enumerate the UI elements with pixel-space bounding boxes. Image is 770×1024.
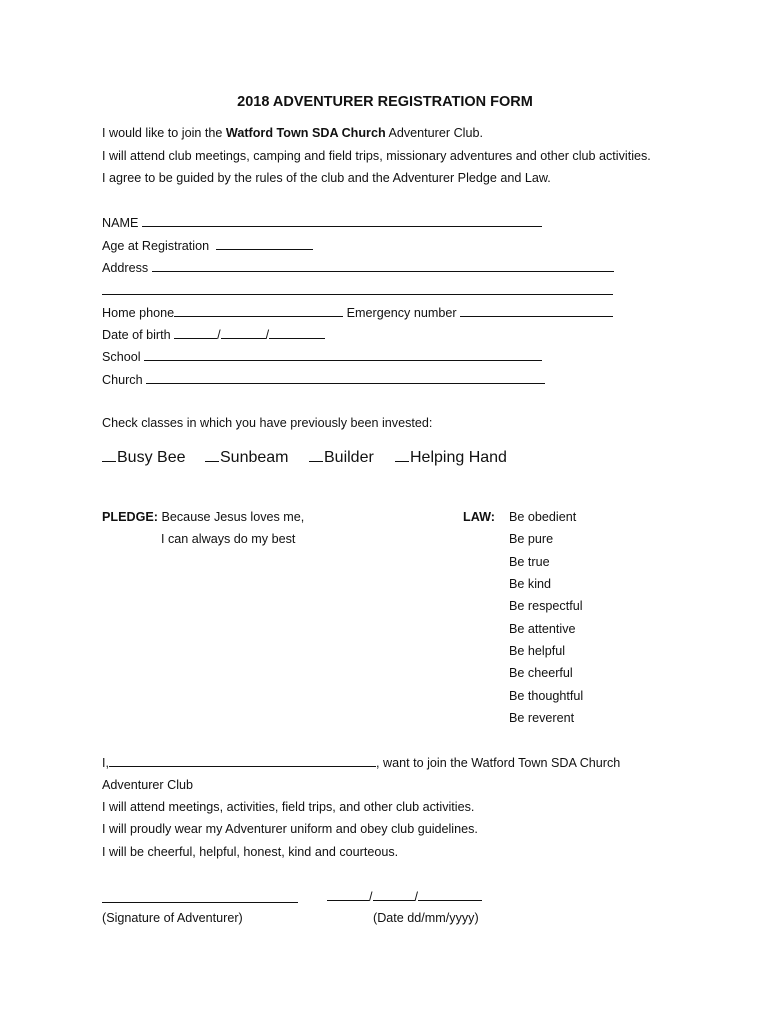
commitment-prefix: I, <box>102 756 109 770</box>
intro-line-1-end: Adventurer Club. <box>385 126 483 140</box>
class-label: Busy Bee <box>117 449 186 466</box>
intro-line-2: I will attend club meetings, camping and field trips, missionary adventures and other club activities. <box>102 149 651 163</box>
commitment-line-1 <box>102 755 620 770</box>
dob-separator: / <box>265 328 270 342</box>
age-line[interactable] <box>216 238 313 250</box>
checkbox-line[interactable] <box>309 448 323 462</box>
pledge-line-2: I can always do my best <box>161 532 296 546</box>
emergency-number-label: Emergency number <box>346 306 457 320</box>
date-separator: / <box>369 890 373 904</box>
church-line[interactable] <box>146 372 545 384</box>
class-option-builder[interactable] <box>309 448 374 467</box>
school-field[interactable] <box>102 349 542 364</box>
signature-caption: (Signature of Adventurer) <box>102 911 243 925</box>
class-option-helping-hand[interactable] <box>395 448 507 467</box>
class-label: Sunbeam <box>220 449 289 466</box>
law-label <box>463 510 495 524</box>
address-field[interactable] <box>102 260 614 275</box>
date-month-line[interactable] <box>373 889 415 901</box>
class-label: Builder <box>324 449 374 466</box>
date-caption: (Date dd/mm/yyyy) <box>373 911 479 925</box>
date-year-line[interactable] <box>418 889 482 901</box>
commitment-line-3: I will attend meetings, activities, field trips, and other club activities. <box>102 800 475 814</box>
school-line[interactable] <box>144 349 542 361</box>
name-line[interactable] <box>142 215 542 227</box>
law-item: Be attentive <box>509 622 576 636</box>
intro-line-1-start: I would like to join the <box>102 126 226 140</box>
dob-year-line[interactable] <box>269 327 325 339</box>
commitment-line-5: I will be cheerful, helpful, honest, kind and courteous. <box>102 845 399 859</box>
class-option-sunbeam[interactable] <box>205 448 289 467</box>
law-label-text: LAW: <box>463 510 495 524</box>
dob-field[interactable] <box>102 327 325 342</box>
dob-separator: / <box>217 328 221 342</box>
home-phone-label: Home phone <box>102 306 175 320</box>
dob-day-line[interactable] <box>174 327 217 339</box>
age-label: Age at Registration <box>102 239 210 253</box>
commitment-line-2: Adventurer Club <box>102 778 194 792</box>
church-name: Watford Town SDA Church <box>225 126 386 140</box>
adventurer-name-line[interactable] <box>109 755 376 767</box>
home-phone-line[interactable] <box>174 305 343 317</box>
pledge-line-1 <box>102 510 304 524</box>
checkbox-line[interactable] <box>395 448 409 462</box>
law-item: Be thoughtful <box>509 689 584 703</box>
classes-prompt: Check classes in which you have previously been invested: <box>102 416 433 430</box>
commitment-line-4: I will proudly wear my Adventurer uniform and obey club guidelines. <box>102 822 478 836</box>
address-label: Address <box>102 261 149 275</box>
law-item: Be kind <box>509 577 552 591</box>
signature-line[interactable] <box>102 902 298 903</box>
class-label: Helping Hand <box>410 449 507 466</box>
commitment-suffix: , want to join the Watford Town SDA Church <box>376 756 621 770</box>
law-item: Be helpful <box>509 644 566 658</box>
date-day-line[interactable] <box>327 889 369 901</box>
address-line-1[interactable] <box>152 260 614 272</box>
name-field[interactable] <box>102 215 542 230</box>
checkbox-line[interactable] <box>102 448 116 462</box>
pledge-text: Because Jesus loves me, <box>157 510 305 524</box>
address-line-2[interactable] <box>102 294 613 295</box>
age-field[interactable] <box>102 238 313 253</box>
date-separator: / <box>414 890 418 904</box>
dob-month-line[interactable] <box>221 327 266 339</box>
intro-line-3: I agree to be guided by the rules of the club and the Adventurer Pledge and Law. <box>102 171 551 185</box>
name-label: NAME <box>102 216 139 230</box>
law-item: Be true <box>509 555 550 569</box>
law-item: Be obedient <box>509 510 577 524</box>
law-item: Be pure <box>509 532 554 546</box>
law-item: Be respectful <box>509 599 583 613</box>
law-item: Be reverent <box>509 711 575 725</box>
pledge-label: PLEDGE: <box>102 510 158 524</box>
class-option-busy-bee[interactable] <box>102 448 185 467</box>
school-label: School <box>102 350 141 364</box>
church-field[interactable] <box>102 372 545 387</box>
law-item: Be cheerful <box>509 666 573 680</box>
form-title: 2018 ADVENTURER REGISTRATION FORM <box>237 94 533 110</box>
checkbox-line[interactable] <box>205 448 219 462</box>
intro-line-1 <box>102 126 483 140</box>
phone-row <box>102 305 613 320</box>
dob-label: Date of birth <box>102 328 171 342</box>
emergency-number-line[interactable] <box>460 305 613 317</box>
date-field[interactable] <box>327 889 482 904</box>
church-label: Church <box>102 373 143 387</box>
